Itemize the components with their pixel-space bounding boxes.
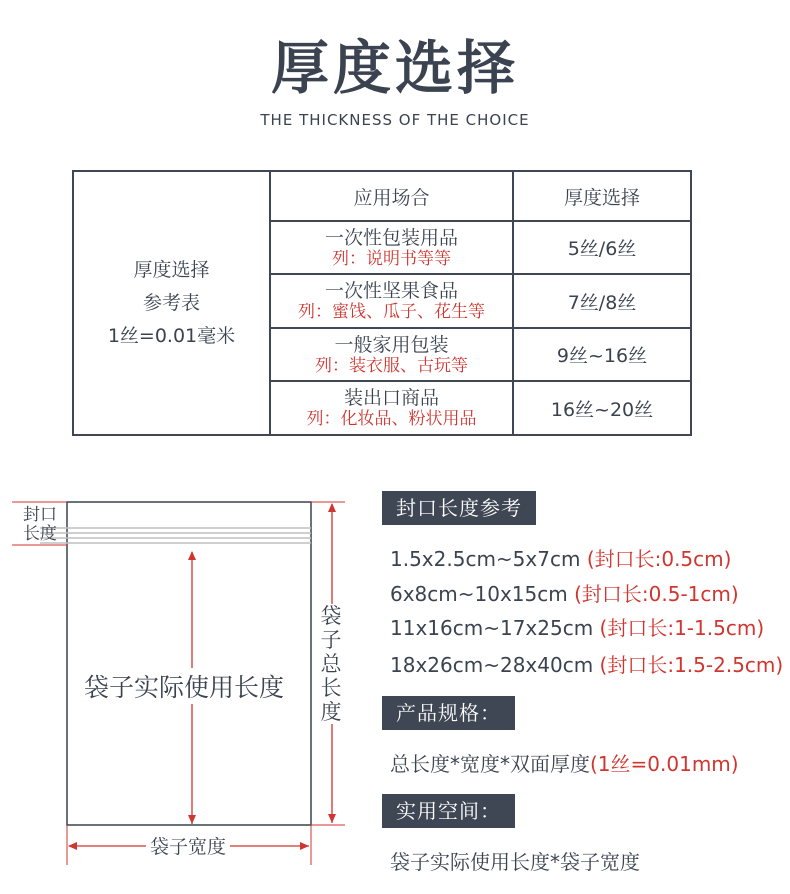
- actual-length-label: 袋子实际使用长度: [82, 668, 286, 704]
- side-label-line: 1丝=0.01毫米: [107, 324, 236, 347]
- size-range: 6x8cm~10x15cm: [390, 582, 568, 606]
- seal-length-value: (封口长:1-1.5cm): [599, 616, 765, 640]
- use-case: 一次性坚果食品: [324, 280, 458, 302]
- size-range: 18x26cm~28x40cm: [390, 653, 594, 677]
- thickness-value: 16丝~20丝: [513, 381, 691, 435]
- column-header-use: 应用场合: [270, 171, 513, 221]
- space-text: 袋子实际使用长度*袋子宽度: [390, 850, 640, 874]
- space-heading: 实用空间：: [382, 794, 515, 828]
- size-range: 1.5x2.5cm~5x7cm: [390, 547, 581, 571]
- thickness-value: 5丝/6丝: [513, 221, 691, 274]
- seal-ref-item: [390, 612, 764, 641]
- seal-ref-heading: 封口长度参考: [382, 491, 536, 525]
- seal-length-label: 封口长度: [23, 505, 57, 544]
- seal-length-value: (封口长:1.5-2.5cm): [599, 653, 784, 677]
- use-case: 一般家用包装: [334, 333, 449, 356]
- side-label-line: 厚度选择: [133, 258, 210, 281]
- seal-ref-item: [390, 543, 731, 572]
- spec-text: 总长度*宽度*双面厚度: [390, 752, 590, 776]
- use-case: 装出口商品: [343, 387, 439, 409]
- seal-ref-item: [390, 649, 783, 678]
- page-title: 厚度选择: [270, 34, 519, 102]
- use-example: 列：说明书等等: [332, 248, 451, 269]
- seal-length-value: (封口长:0.5cm): [586, 547, 732, 571]
- spec-note: (1丝=0.01mm): [590, 752, 739, 776]
- use-example: 列：装衣服、古玩等: [315, 355, 468, 376]
- width-label: 袋子宽度: [146, 832, 230, 859]
- seal-ref-item: [390, 578, 739, 607]
- bag-outline: [67, 502, 311, 825]
- use-example: 列：蜜饯、瓜子、花生等: [298, 302, 485, 322]
- spec-heading: 产品规格：: [382, 696, 515, 730]
- size-range: 11x16cm~17x25cm: [390, 616, 594, 640]
- table-side-label: [73, 171, 270, 435]
- use-case: 一次性包装用品: [324, 226, 458, 249]
- side-label-line: 参考表: [142, 291, 200, 314]
- thickness-table: [72, 170, 692, 436]
- total-length-label: 袋子总长度: [315, 604, 347, 724]
- seal-length-value: (封口长:0.5-1cm): [574, 582, 739, 606]
- spec-line: [390, 748, 739, 777]
- use-example: 列：化妆品、粉状用品: [306, 409, 477, 429]
- thickness-value: 7丝/8丝: [513, 274, 691, 328]
- thickness-value: 9丝~16丝: [513, 328, 691, 381]
- column-header-thickness: 厚度选择: [513, 171, 691, 221]
- page-subtitle: THE THICKNESS OF THE CHOICE: [260, 111, 530, 129]
